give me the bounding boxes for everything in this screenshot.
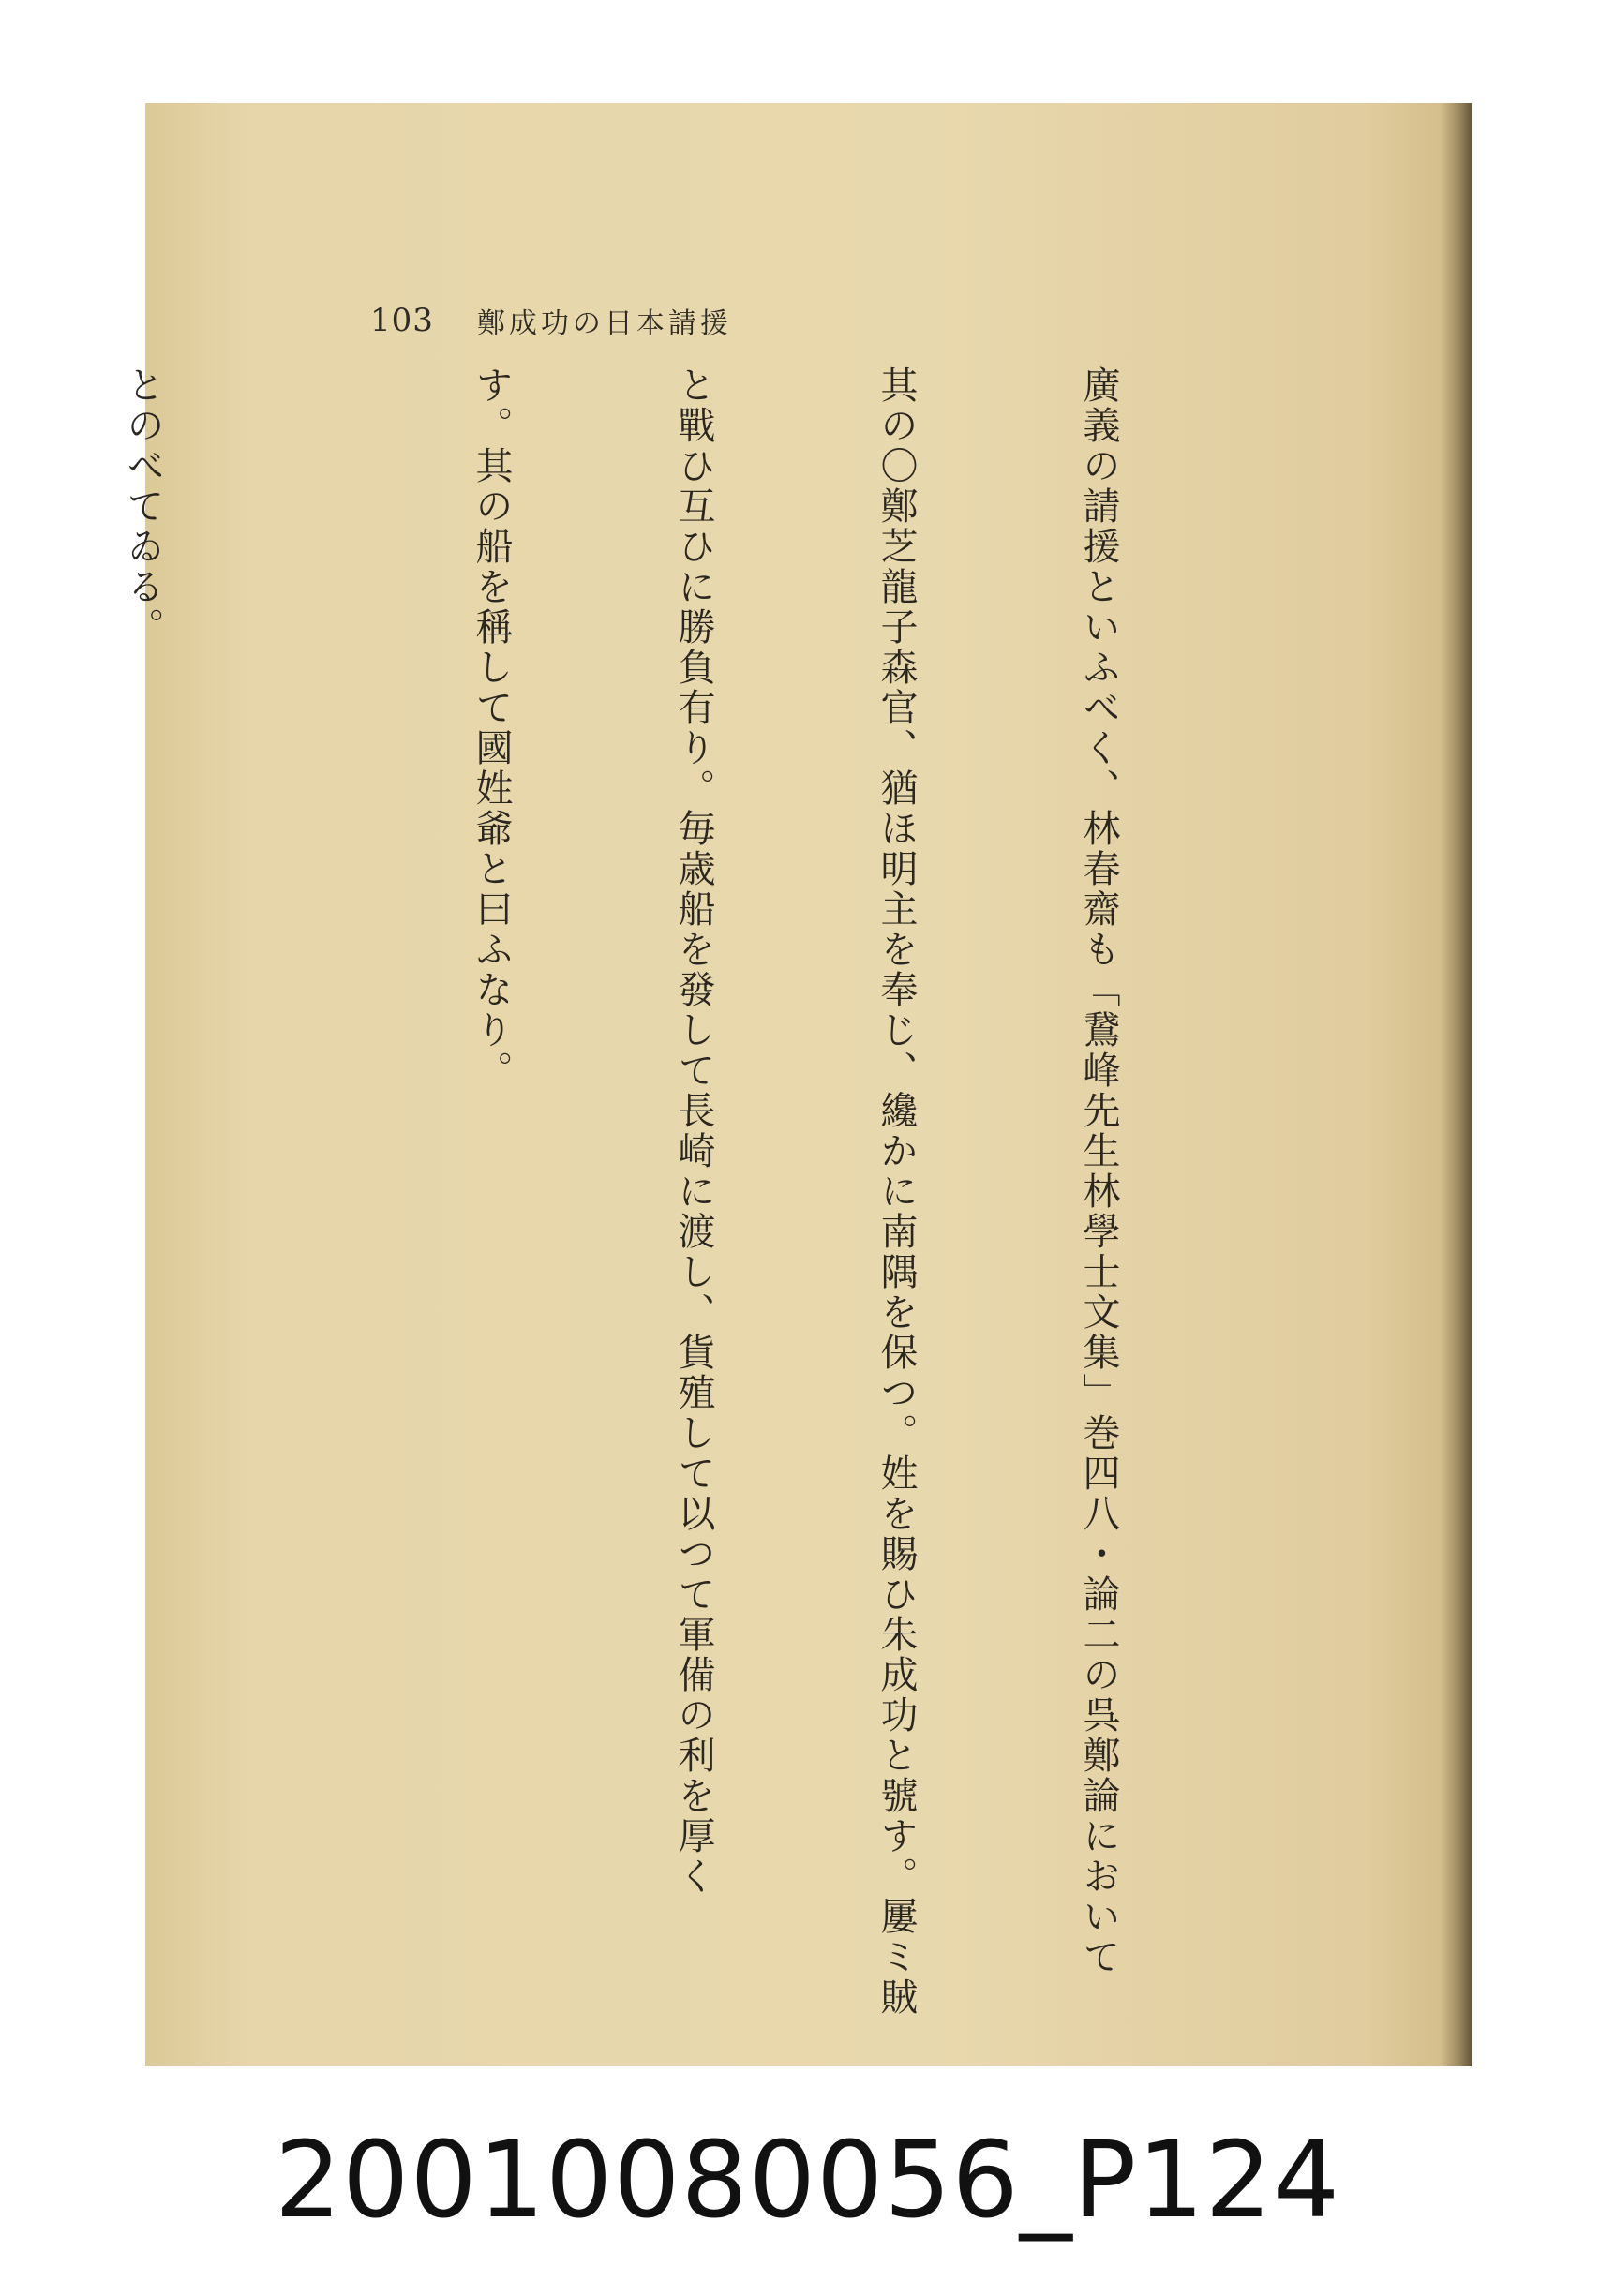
- page-number: 103: [370, 302, 434, 339]
- text-line: と戰ひ互ひに勝負有り。毎歳船を發して長崎に渡し、貨殖して以つて軍備の利を厚く: [672, 365, 715, 1897]
- page-binding-shadow: [1440, 103, 1472, 2066]
- image-id-caption: 20010080056_P124: [274, 2120, 1341, 2242]
- text-line: 廣義の請援といふべく、林春齋も「鵞峰先生林學士文集」巻四八・論二の呉鄭論において: [1077, 365, 1120, 1977]
- scanned-page: [121, 103, 1472, 2066]
- text-line: 其の〇鄭芝龍子森官、猶ほ明主を奉じ、纔かに南隅を保つ。姓を賜ひ朱成功と號す。屢ミ賊: [875, 365, 918, 2018]
- vertical-body-text: [0, 365, 1267, 2018]
- text-line: す。其の船を稱して國姓爺と曰ふなり。: [470, 365, 513, 1091]
- paragraph-gap: [311, 365, 322, 1977]
- text-line: とのべてゐる。: [121, 365, 164, 648]
- running-title: 鄭成功の日本請援: [476, 307, 732, 340]
- page-header: [370, 300, 732, 341]
